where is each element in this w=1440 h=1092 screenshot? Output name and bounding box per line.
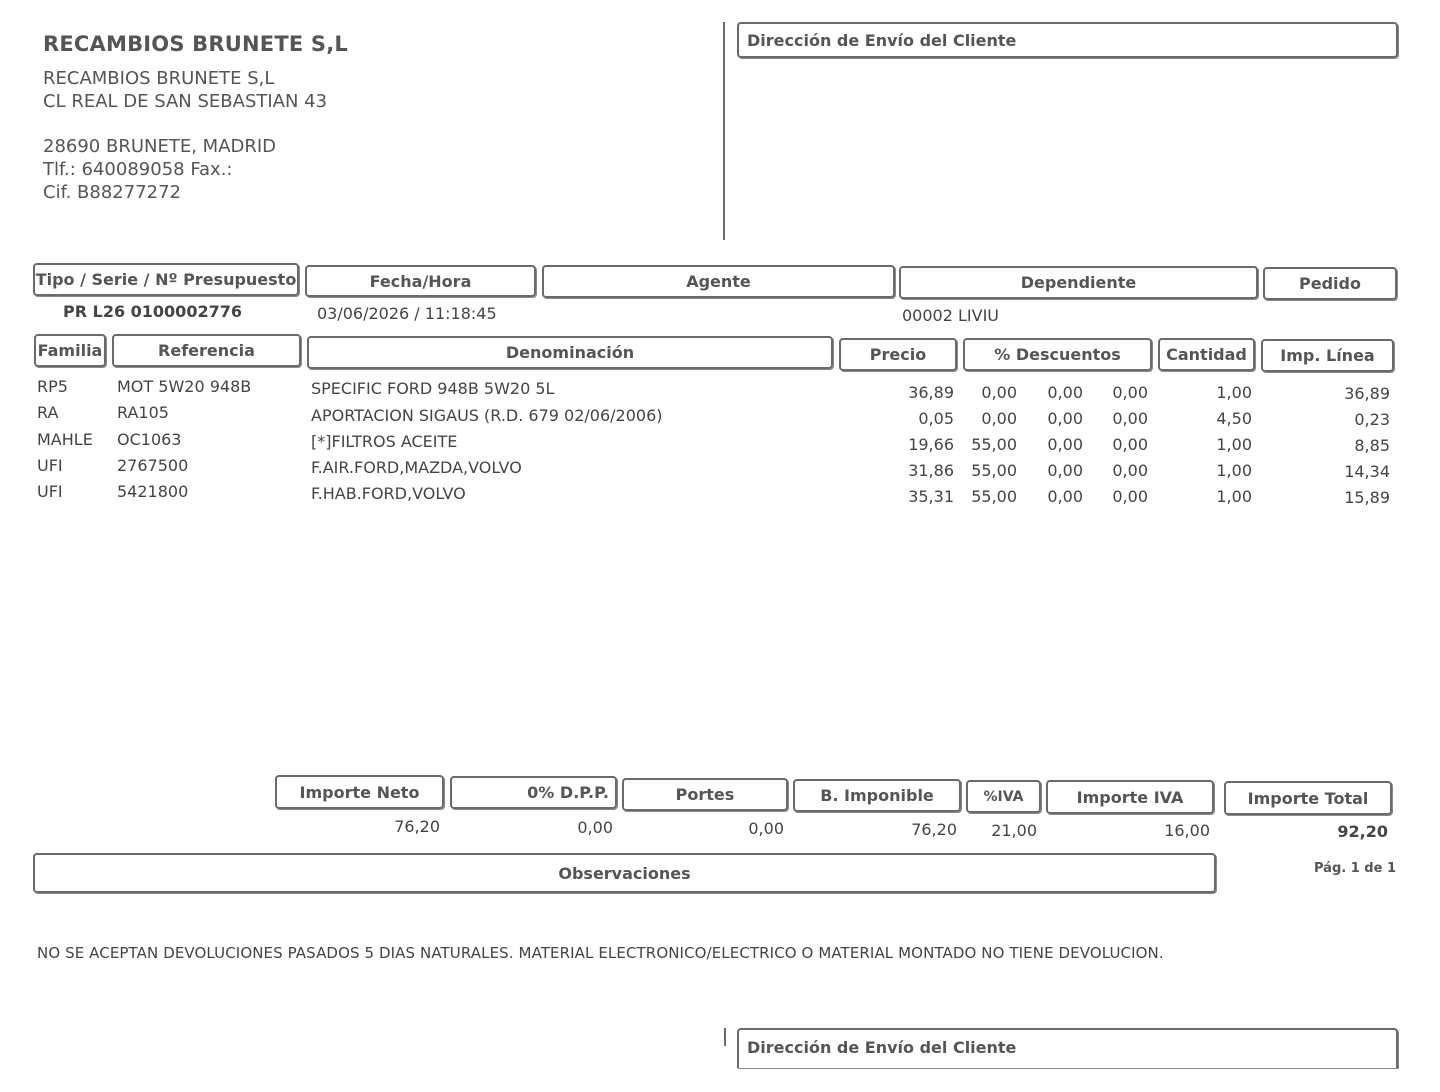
label-pedido: Pedido (1263, 267, 1397, 300)
label-iva-pct: %IVA (966, 780, 1041, 813)
row-importe: 15,89 (1344, 488, 1390, 507)
value-importe-total: 92,20 (1337, 822, 1388, 841)
row-denominacion: F.HAB.FORD,VOLVO (311, 484, 466, 503)
company-name-line: RECAMBIOS BRUNETE S,L (43, 68, 275, 89)
row-descuento-3: 0,00 (1112, 487, 1148, 506)
row-descuento-3: 0,00 (1112, 435, 1148, 454)
shipping-address-label-repeat: Dirección de Envío del Cliente (737, 1028, 1398, 1068)
row-descuento-1: 0,00 (981, 409, 1017, 428)
value-fecha-hora: 03/06/2026 / 11:18:45 (317, 304, 497, 323)
row-descuento-3: 0,00 (1112, 461, 1148, 480)
company-phone-line: Tlf.: 640089058 Fax.: (43, 159, 233, 180)
value-importe-iva: 16,00 (1164, 821, 1210, 840)
company-cif-line: Cif. B88277272 (43, 182, 182, 203)
label-importe-neto: Importe Neto (275, 775, 444, 809)
row-familia: MAHLE (37, 430, 93, 449)
row-descuento-1: 55,00 (971, 461, 1017, 480)
row-cantidad: 4,50 (1216, 409, 1252, 428)
shipping-address-label: Dirección de Envío del Cliente (737, 22, 1398, 58)
row-precio: 31,86 (908, 461, 954, 480)
row-familia: RP5 (37, 377, 68, 396)
label-fecha-hora: Fecha/Hora (305, 265, 536, 297)
row-familia: RA (37, 403, 59, 422)
row-importe: 0,23 (1354, 410, 1390, 429)
label-dependiente: Dependiente (899, 266, 1258, 299)
row-referencia: RA105 (117, 403, 169, 422)
row-importe: 36,89 (1344, 384, 1390, 403)
col-precio: Precio (839, 338, 957, 371)
label-agente: Agente (542, 265, 895, 298)
row-descuento-1: 55,00 (971, 487, 1017, 506)
row-descuento-3: 0,00 (1112, 409, 1148, 428)
row-familia: UFI (37, 456, 63, 475)
row-cantidad: 1,00 (1216, 383, 1252, 402)
row-denominacion: [*]FILTROS ACEITE (311, 432, 458, 451)
row-precio: 0,05 (918, 409, 954, 428)
row-precio: 35,31 (908, 487, 954, 506)
value-portes: 0,00 (748, 819, 784, 838)
col-familia: Familia (34, 334, 106, 367)
row-descuento-2: 0,00 (1047, 487, 1083, 506)
row-denominacion: SPECIFIC FORD 948B 5W20 5L (311, 379, 555, 398)
company-title: RECAMBIOS BRUNETE S,L (43, 32, 348, 56)
row-descuento-2: 0,00 (1047, 461, 1083, 480)
value-dpp: 0,00 (577, 818, 613, 837)
row-referencia: OC1063 (117, 430, 182, 449)
row-precio: 19,66 (908, 435, 954, 454)
row-importe: 14,34 (1344, 462, 1390, 481)
row-descuento-2: 0,00 (1047, 435, 1083, 454)
company-street-line: CL REAL DE SAN SEBASTIAN 43 (43, 91, 328, 112)
row-referencia: MOT 5W20 948B (117, 377, 252, 396)
col-denominacion: Denominación (307, 336, 833, 369)
row-descuento-1: 55,00 (971, 435, 1017, 454)
col-referencia: Referencia (112, 334, 301, 367)
label-importe-iva: Importe IVA (1046, 780, 1214, 814)
value-importe-neto: 76,20 (394, 817, 440, 836)
footer-divider (724, 1028, 726, 1046)
header-divider (723, 22, 725, 240)
value-iva-pct: 21,00 (991, 821, 1037, 840)
row-denominacion: APORTACION SIGAUS (R.D. 679 02/06/2006) (311, 406, 663, 425)
col-imp-linea: Imp. Línea (1261, 339, 1394, 372)
row-cantidad: 1,00 (1216, 461, 1252, 480)
value-presupuesto: PR L26 0100002776 (63, 302, 242, 321)
row-familia: UFI (37, 482, 63, 501)
row-importe: 8,85 (1354, 436, 1390, 455)
label-dpp: 0% D.P.P. (450, 776, 617, 809)
row-referencia: 5421800 (117, 482, 189, 501)
row-descuento-3: 0,00 (1112, 383, 1148, 402)
row-descuento-2: 0,00 (1047, 409, 1083, 428)
row-precio: 36,89 (908, 383, 954, 402)
row-descuento-2: 0,00 (1047, 383, 1083, 402)
label-importe-total: Importe Total (1224, 781, 1392, 815)
page-number: Pág. 1 de 1 (1314, 861, 1396, 876)
label-portes: Portes (622, 778, 788, 811)
returns-policy-note: NO SE ACEPTAN DEVOLUCIONES PASADOS 5 DIAS NATURALES. MATERIAL ELECTRONICO/ELECTRICO O MATERIAL MONTADO NO TIENE DEVOLUCION. (37, 944, 1164, 962)
row-referencia: 2767500 (117, 456, 189, 475)
col-cantidad: Cantidad (1158, 338, 1255, 371)
observaciones-label: Observaciones (33, 853, 1216, 893)
col-descuentos: % Descuentos (963, 338, 1152, 371)
company-city-line: 28690 BRUNETE, MADRID (43, 136, 277, 157)
row-descuento-1: 0,00 (981, 383, 1017, 402)
label-base-imponible: B. Imponible (793, 779, 961, 812)
row-cantidad: 1,00 (1216, 435, 1252, 454)
value-dependiente: 00002 LIVIU (902, 306, 999, 325)
value-base-imponible: 76,20 (911, 820, 957, 839)
row-cantidad: 1,00 (1216, 487, 1252, 506)
row-denominacion: F.AIR.FORD,MAZDA,VOLVO (311, 458, 522, 477)
label-presupuesto: Tipo / Serie / Nº Presupuesto (33, 263, 299, 296)
